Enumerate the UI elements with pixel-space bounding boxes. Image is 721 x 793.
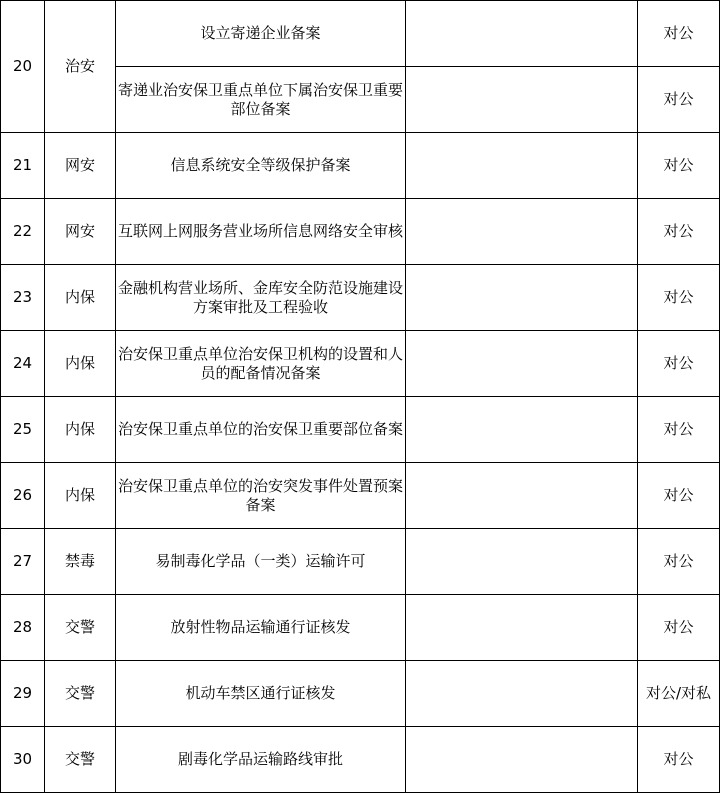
note-cell <box>406 661 638 727</box>
service-target-cell: 对公 <box>638 265 720 331</box>
service-target-cell: 对公 <box>638 397 720 463</box>
department-cell: 网安 <box>45 199 116 265</box>
service-table-body <box>1 1 720 793</box>
row-number-cell: 28 <box>1 595 45 661</box>
item-name-cell: 机动车禁区通行证核发 <box>116 661 406 727</box>
note-cell <box>406 67 638 133</box>
item-name-cell: 剧毒化学品运输路线审批 <box>116 727 406 793</box>
table-row <box>1 331 720 397</box>
row-number-cell: 25 <box>1 397 45 463</box>
department-cell: 交警 <box>45 727 116 793</box>
department-cell: 交警 <box>45 595 116 661</box>
item-name-cell: 信息系统安全等级保护备案 <box>116 133 406 199</box>
table-row <box>1 397 720 463</box>
note-cell <box>406 265 638 331</box>
item-name-cell: 治安保卫重点单位治安保卫机构的设置和人员的配备情况备案 <box>116 331 406 397</box>
table-row <box>1 463 720 529</box>
department-cell: 内保 <box>45 463 116 529</box>
note-cell <box>406 133 638 199</box>
item-name-cell: 易制毒化学品（一类）运输许可 <box>116 529 406 595</box>
item-name-cell: 金融机构营业场所、金库安全防范设施建设方案审批及工程验收 <box>116 265 406 331</box>
item-name-cell: 寄递业治安保卫重点单位下属治安保卫重要部位备案 <box>116 67 406 133</box>
table-row <box>1 133 720 199</box>
table-row <box>1 529 720 595</box>
row-number-cell: 24 <box>1 331 45 397</box>
department-cell: 治安 <box>45 1 116 133</box>
table-row <box>1 1 720 67</box>
department-cell: 网安 <box>45 133 116 199</box>
service-target-cell: 对公 <box>638 67 720 133</box>
service-target-cell: 对公/对私 <box>638 661 720 727</box>
service-target-cell: 对公 <box>638 529 720 595</box>
note-cell <box>406 463 638 529</box>
department-cell: 禁毒 <box>45 529 116 595</box>
table-row <box>1 199 720 265</box>
department-cell: 内保 <box>45 265 116 331</box>
row-number-cell: 30 <box>1 727 45 793</box>
note-cell <box>406 331 638 397</box>
note-cell <box>406 199 638 265</box>
note-cell <box>406 1 638 67</box>
table-row <box>1 727 720 793</box>
service-target-cell: 对公 <box>638 199 720 265</box>
service-target-cell: 对公 <box>638 727 720 793</box>
note-cell <box>406 397 638 463</box>
table-row <box>1 595 720 661</box>
service-target-cell: 对公 <box>638 331 720 397</box>
service-target-cell: 对公 <box>638 133 720 199</box>
row-number-cell: 26 <box>1 463 45 529</box>
item-name-cell: 治安保卫重点单位的治安突发事件处置预案备案 <box>116 463 406 529</box>
item-name-cell: 互联网上网服务营业场所信息网络安全审核 <box>116 199 406 265</box>
table-row <box>1 661 720 727</box>
row-number-cell: 20 <box>1 1 45 133</box>
row-number-cell: 27 <box>1 529 45 595</box>
department-cell: 交警 <box>45 661 116 727</box>
row-number-cell: 22 <box>1 199 45 265</box>
service-target-cell: 对公 <box>638 595 720 661</box>
note-cell <box>406 529 638 595</box>
note-cell <box>406 727 638 793</box>
table-row <box>1 265 720 331</box>
department-cell: 内保 <box>45 397 116 463</box>
row-number-cell: 21 <box>1 133 45 199</box>
item-name-cell: 设立寄递企业备案 <box>116 1 406 67</box>
row-number-cell: 29 <box>1 661 45 727</box>
item-name-cell: 治安保卫重点单位的治安保卫重要部位备案 <box>116 397 406 463</box>
row-number-cell: 23 <box>1 265 45 331</box>
note-cell <box>406 595 638 661</box>
item-name-cell: 放射性物品运输通行证核发 <box>116 595 406 661</box>
department-cell: 内保 <box>45 331 116 397</box>
service-target-cell: 对公 <box>638 1 720 67</box>
service-target-cell: 对公 <box>638 463 720 529</box>
